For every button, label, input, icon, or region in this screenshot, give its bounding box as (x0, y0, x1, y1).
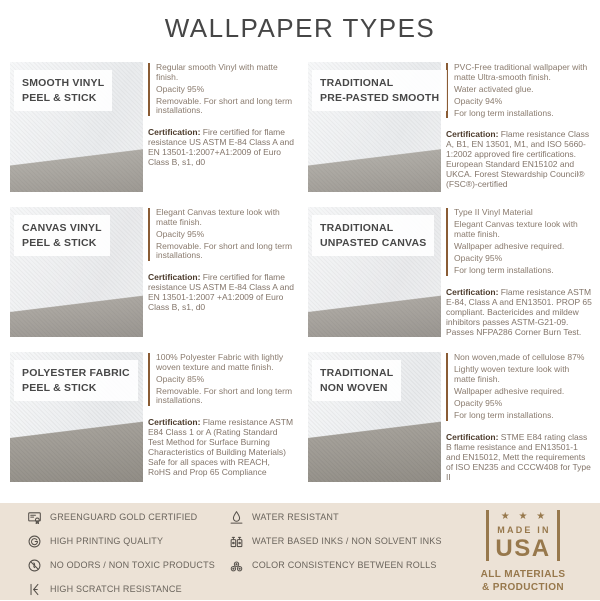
footer-item-water-based-inks: WATER BASED INKS / NON SOLVENT INKS (229, 529, 442, 553)
panel-smooth-vinyl (10, 62, 294, 192)
certification: Certification: Flame resistance Class A, B1, EN 13501, M1, and ISO 5660-1:2002 approved fire certifications. European Standard EN15102 and UKCA. Forest Stewardship Council® (FSC®)-certified (446, 129, 590, 190)
footer-item-no-odors: NO ODORS / NON TOXIC PRODUCTS (27, 553, 215, 577)
footer-certifications (0, 503, 600, 600)
footer-item-water-resistant: WATER RESISTANT (229, 505, 442, 529)
panel-non-woven (308, 352, 592, 482)
badge-right-bar (557, 510, 560, 561)
footer-middle-column (229, 505, 442, 577)
description (148, 208, 294, 261)
description-line: Opacity 85% (156, 373, 205, 384)
color-consistency-icon (229, 558, 244, 573)
wallpaper-type-label: POLYESTER FABRIC PEEL & STICK (14, 360, 138, 401)
wallpaper-sample-image (10, 207, 143, 337)
description-line: Water activated glue. (454, 83, 534, 94)
wallpaper-sample-image (308, 207, 441, 337)
made-in-text: MADE IN (497, 525, 551, 535)
wallpaper-type-label: TRADITIONAL NON WOVEN (312, 360, 401, 401)
panel-text (446, 207, 592, 337)
certification: Certification: Flame resistance ASTM E-84, Class A and EN13501. PROP 65 compliant. Bactericides and mildew inhibitors passes ASTM-G21-09. Passes NFPA286 Corner Burn Test. (446, 286, 592, 337)
description-line: Non woven,made of cellulose 87% (454, 352, 585, 362)
panel-text (446, 352, 592, 482)
footer-item-printing-quality: HIGH PRINTING QUALITY (27, 529, 215, 553)
greenguard-certificate-icon (27, 510, 42, 525)
panel-unpasted-canvas (308, 207, 592, 337)
description (148, 63, 294, 116)
no-odors-icon (27, 558, 42, 573)
description-line: Elegant Canvas texture look with matte finish. (454, 219, 578, 239)
water-based-inks-icon (229, 534, 244, 549)
panel-text (148, 207, 294, 337)
description-line: For long term installations. (454, 107, 554, 118)
made-in-usa-emblem (467, 510, 579, 561)
description-line: Elegant Canvas texture look with matte finish. (156, 207, 280, 227)
wallpaper-sample-image (10, 62, 143, 192)
wallpaper-type-label: TRADITIONAL PRE-PASTED SMOOTH (312, 70, 447, 111)
description-line: 100% Polyester Fabric with lightly woven texture and matte finish. (156, 352, 284, 372)
description (446, 208, 592, 276)
wallpaper-type-label: SMOOTH VINYL PEEL & STICK (14, 70, 112, 111)
description-line: Opacity 94% (454, 95, 503, 106)
description-line: Wallpaper adhesive required. (454, 385, 565, 396)
panel-text (148, 62, 294, 192)
badge-subtitle: ALL MATERIALS & PRODUCTION (480, 569, 566, 593)
page-title: WALLPAPER TYPES (164, 13, 436, 43)
scratch-resistance-icon (27, 582, 42, 597)
description-line: Opacity 95% (156, 228, 205, 239)
stars-icon: ★ ★ ★ (500, 511, 549, 522)
description-line: Type II Vinyl Material (454, 207, 533, 217)
footer-item-scratch-resistance: HIGH SCRATCH RESISTANCE (27, 577, 215, 601)
wallpaper-sample-image (10, 352, 143, 482)
footer-left-column (27, 505, 215, 601)
panel-text (446, 62, 592, 192)
description-line: Removable. For short and long term installations. (156, 385, 293, 406)
made-in-usa-badge (467, 510, 579, 594)
wallpaper-sample-image (308, 352, 441, 482)
description (446, 63, 592, 118)
panel-pre-pasted-smooth (308, 62, 592, 192)
high-printing-quality-icon (27, 534, 42, 549)
description-line: Opacity 95% (454, 397, 503, 408)
description-line: Removable. For short and long term installations. (156, 240, 293, 261)
description-line: For long term installations. (454, 409, 554, 420)
wallpaper-sample-image (308, 62, 441, 192)
wallpaper-type-label: TRADITIONAL UNPASTED CANVAS (312, 215, 434, 256)
description-line: Opacity 95% (454, 252, 503, 263)
usa-text: USA (495, 535, 551, 562)
description (446, 353, 592, 421)
certification: Certification: Fire certified for flame resistance US ASTM E-84 Class A and EN 13501-1:2007+A1:2009 of Euro Class B, s1, d0 (148, 126, 294, 167)
footer-item-color-consistency: COLOR CONSISTENCY BETWEEN ROLLS (229, 553, 442, 577)
description-line: PVC-Free traditional wallpaper with matte Ultra-smooth finish. (454, 62, 588, 82)
wallpaper-type-label: CANVAS VINYL PEEL & STICK (14, 215, 110, 256)
certification: Certification: Fire certified for flame resistance US ASTM E-84 Class A and EN 13501-1:2007 +A1:2009 of Euro Class B, s1, d0 (148, 271, 294, 312)
description-line: Opacity 95% (156, 83, 205, 94)
description-line: Regular smooth Vinyl with matte finish. (156, 62, 278, 82)
badge-left-bar (486, 510, 489, 561)
description-line: Wallpaper adhesive required. (454, 240, 565, 251)
description-line: Removable. For short and long term installations. (156, 95, 293, 116)
panel-polyester-fabric (10, 352, 294, 482)
footer-item-greenguard: GREENGUARD GOLD CERTIFIED (27, 505, 215, 529)
description-line: Lightly woven texture look with matte finish. (454, 364, 570, 384)
panel-text (148, 352, 294, 482)
certification: Certification: STME E84 rating class B flame resistance and EN13501-1 and EN15012, Mett the requirements of ISO EN235 and CCCW408 for Type II (446, 431, 591, 482)
panel-canvas-vinyl (10, 207, 294, 337)
description-line: For long term installations. (454, 264, 554, 275)
water-resistant-icon (229, 510, 244, 525)
certification: Certification: Flame resistance ASTM E84 Class 1 or A (Rating Standard Test Method for Surface Burning Characteristics of Building Materials) Safe for all spaces with REACH, RoHS and Prop 65 Compliance (148, 416, 294, 477)
description (148, 353, 294, 406)
